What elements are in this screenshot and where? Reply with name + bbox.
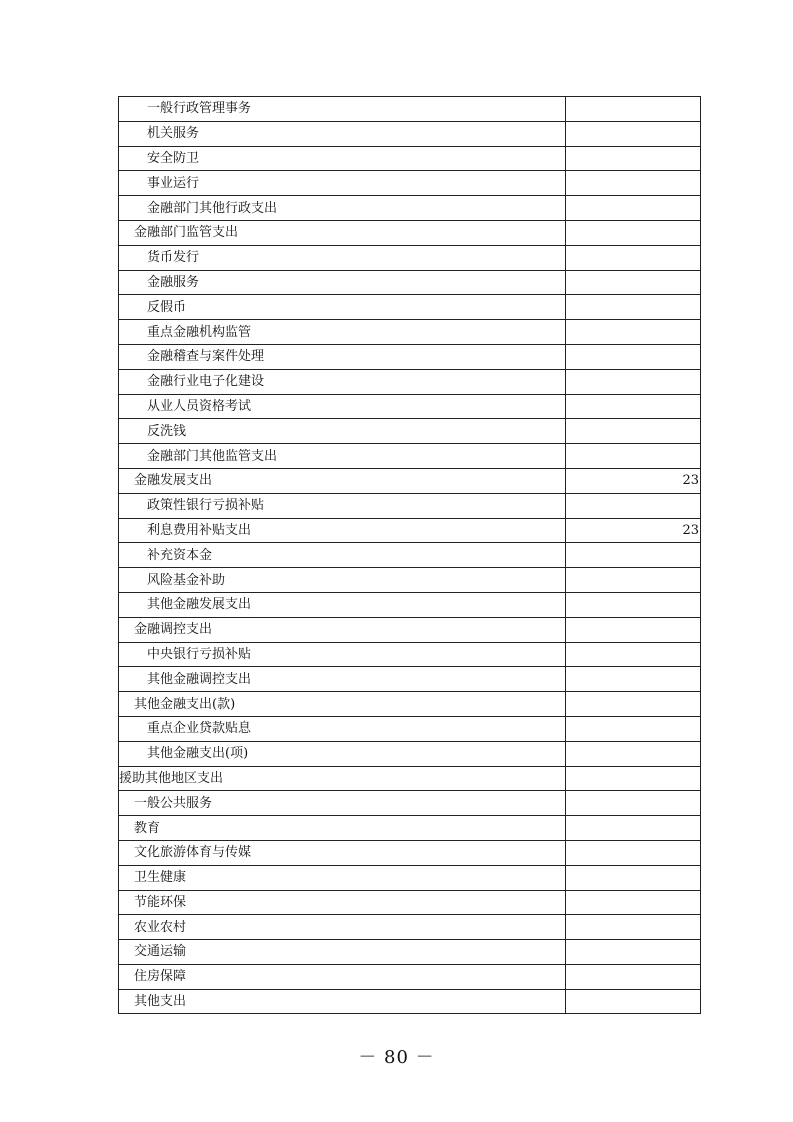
row-label: 从业人员资格考试 <box>119 394 566 419</box>
row-value <box>566 295 701 320</box>
row-label: 金融服务 <box>119 270 566 295</box>
row-label: 货币发行 <box>119 245 566 270</box>
table-row <box>119 840 701 865</box>
table-row <box>119 692 701 717</box>
table-row <box>119 667 701 692</box>
table-row <box>119 766 701 791</box>
row-value <box>566 419 701 444</box>
table-row <box>119 220 701 245</box>
row-value <box>566 766 701 791</box>
table-row <box>119 369 701 394</box>
row-label: 一般公共服务 <box>119 791 566 816</box>
row-value <box>566 592 701 617</box>
row-label: 政策性银行亏损补贴 <box>119 493 566 518</box>
budget-table-body <box>119 97 701 1014</box>
row-value <box>566 196 701 221</box>
table-row <box>119 171 701 196</box>
row-label: 重点企业贷款贴息 <box>119 716 566 741</box>
row-label: 其他金融发展支出 <box>119 592 566 617</box>
row-label: 反洗钱 <box>119 419 566 444</box>
table-row <box>119 344 701 369</box>
row-value <box>566 97 701 122</box>
row-label: 其他金融支出(款) <box>119 692 566 717</box>
row-value <box>566 568 701 593</box>
row-label: 风险基金补助 <box>119 568 566 593</box>
row-label: 金融部门其他行政支出 <box>119 196 566 221</box>
row-label: 反假币 <box>119 295 566 320</box>
table-row <box>119 394 701 419</box>
table-row <box>119 419 701 444</box>
row-label: 重点金融机构监管 <box>119 320 566 345</box>
table-row <box>119 915 701 940</box>
row-label: 金融部门监管支出 <box>119 220 566 245</box>
table-row <box>119 568 701 593</box>
table-row <box>119 270 701 295</box>
row-label: 文化旅游体育与传媒 <box>119 840 566 865</box>
row-value <box>566 270 701 295</box>
table-row <box>119 592 701 617</box>
row-value <box>566 220 701 245</box>
row-label: 金融部门其他监管支出 <box>119 444 566 469</box>
row-value <box>566 344 701 369</box>
row-value <box>566 940 701 965</box>
row-label: 其他支出 <box>119 989 566 1014</box>
table-row <box>119 716 701 741</box>
table-row <box>119 964 701 989</box>
table-row <box>119 940 701 965</box>
table-row <box>119 989 701 1014</box>
row-label: 金融发展支出 <box>119 468 566 493</box>
row-value <box>566 394 701 419</box>
table-row <box>119 320 701 345</box>
row-value <box>566 667 701 692</box>
table-row <box>119 493 701 518</box>
row-value <box>566 716 701 741</box>
row-label: 一般行政管理事务 <box>119 97 566 122</box>
page-number: － 80 － <box>358 1047 435 1068</box>
row-value <box>566 146 701 171</box>
table-row <box>119 518 701 543</box>
row-label: 事业运行 <box>119 171 566 196</box>
budget-table <box>118 96 701 1014</box>
row-label: 交通运输 <box>119 940 566 965</box>
row-label: 教育 <box>119 816 566 841</box>
table-row <box>119 791 701 816</box>
table-row <box>119 97 701 122</box>
row-value <box>566 840 701 865</box>
row-value <box>566 543 701 568</box>
row-value <box>566 741 701 766</box>
row-value <box>566 444 701 469</box>
row-value <box>566 989 701 1014</box>
row-value <box>566 791 701 816</box>
row-value <box>566 890 701 915</box>
row-label: 其他金融支出(项) <box>119 741 566 766</box>
table-row <box>119 617 701 642</box>
row-label: 卫生健康 <box>119 865 566 890</box>
table-row <box>119 865 701 890</box>
row-label: 节能环保 <box>119 890 566 915</box>
table-row <box>119 295 701 320</box>
row-label: 金融调控支出 <box>119 617 566 642</box>
row-value <box>566 964 701 989</box>
table-row <box>119 816 701 841</box>
table-row <box>119 890 701 915</box>
row-label: 其他金融调控支出 <box>119 667 566 692</box>
row-value <box>566 865 701 890</box>
row-value <box>566 692 701 717</box>
row-value: 23 <box>566 468 701 493</box>
row-value <box>566 915 701 940</box>
table-row <box>119 741 701 766</box>
row-value <box>566 493 701 518</box>
table-row <box>119 468 701 493</box>
row-label: 补充资本金 <box>119 543 566 568</box>
table-row <box>119 642 701 667</box>
row-label: 金融稽查与案件处理 <box>119 344 566 369</box>
table-row <box>119 146 701 171</box>
row-value <box>566 171 701 196</box>
table-row <box>119 543 701 568</box>
row-label: 利息费用补贴支出 <box>119 518 566 543</box>
row-value <box>566 245 701 270</box>
row-label: 住房保障 <box>119 964 566 989</box>
row-value <box>566 369 701 394</box>
table-row <box>119 245 701 270</box>
row-label: 金融行业电子化建设 <box>119 369 566 394</box>
row-label: 援助其他地区支出 <box>119 766 566 791</box>
row-label: 安全防卫 <box>119 146 566 171</box>
table-row <box>119 444 701 469</box>
row-value <box>566 121 701 146</box>
table-row <box>119 121 701 146</box>
row-label: 中央银行亏损补贴 <box>119 642 566 667</box>
row-value <box>566 320 701 345</box>
row-value: 23 <box>566 518 701 543</box>
row-label: 机关服务 <box>119 121 566 146</box>
row-label: 农业农村 <box>119 915 566 940</box>
table-row <box>119 196 701 221</box>
row-value <box>566 642 701 667</box>
row-value <box>566 617 701 642</box>
row-value <box>566 816 701 841</box>
